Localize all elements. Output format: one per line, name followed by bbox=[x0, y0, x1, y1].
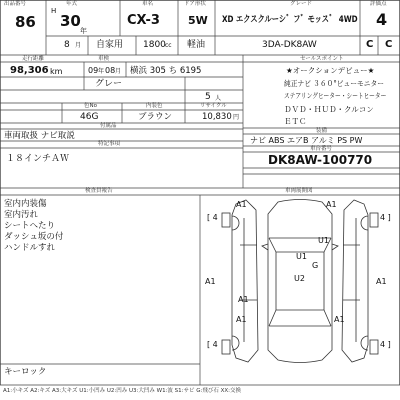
displacement-unit: cc bbox=[165, 42, 172, 49]
model-code: 3DA-DK8AW bbox=[262, 40, 317, 50]
seating-capacity-unit: 人 bbox=[215, 95, 222, 102]
interior-color: ブラウン bbox=[138, 112, 173, 122]
exterior-grade: C bbox=[385, 39, 393, 50]
damage-mark: G bbox=[312, 261, 319, 270]
score-label: 評価点 bbox=[370, 1, 387, 7]
tire-rear-right bbox=[370, 340, 378, 354]
accessories: 車両取扱 ナビ取説 bbox=[4, 131, 75, 141]
inspection-year: 09 bbox=[88, 66, 99, 75]
fuel-type: 軽油 bbox=[187, 40, 206, 50]
report-item: ハンドルすれ bbox=[4, 243, 56, 253]
recycle-fee: 10,830 bbox=[202, 112, 232, 122]
report-bottom-item: キーロック bbox=[4, 367, 47, 377]
car-name-label: 車名 bbox=[142, 1, 154, 7]
inspection-year-unit: 年 bbox=[98, 68, 105, 75]
damage-mark: U2 bbox=[294, 274, 305, 283]
damage-mark: U1 bbox=[318, 236, 329, 245]
damage-mark: A1 bbox=[236, 315, 247, 324]
displacement: 1800 bbox=[143, 40, 166, 50]
chassis-number: DK8AW-100770 bbox=[268, 153, 373, 167]
sales-point: ＤＶＤ・ＨＵＤ・クルコン bbox=[284, 105, 374, 114]
first-reg-month: 8 bbox=[64, 40, 70, 50]
door-label: ドア形状 bbox=[184, 1, 206, 7]
car-name: CX-3 bbox=[127, 13, 160, 28]
equipment-label: 装備 bbox=[316, 127, 328, 134]
lot-number: 86 bbox=[15, 13, 36, 31]
accessories-label: 付属品 bbox=[100, 122, 117, 129]
model-year-unit: 年 bbox=[80, 27, 87, 35]
damage-mark: A1 bbox=[236, 200, 247, 209]
overall-score: 4 bbox=[376, 10, 388, 29]
notes-label: 特記事項 bbox=[98, 140, 121, 147]
tire-front-left bbox=[222, 213, 230, 227]
equipment: ナビ ABS エアB アルミ PS PW bbox=[250, 136, 363, 145]
damage-mark: A1 bbox=[376, 277, 387, 286]
mileage-unit: km bbox=[50, 67, 63, 76]
report-item: 室内汚れ bbox=[4, 210, 39, 220]
report-item: 室内内装傷 bbox=[4, 199, 47, 209]
damage-mark: U1 bbox=[296, 252, 307, 261]
diagram-right-side-view bbox=[342, 200, 368, 362]
inspector-report-label: 検査員報告 bbox=[85, 188, 113, 194]
inspection-label: 車検 bbox=[98, 55, 110, 62]
tire-mark: [ 4 bbox=[207, 340, 218, 349]
tire-mark: 4 ] bbox=[380, 340, 391, 349]
tire-front-right bbox=[370, 213, 378, 227]
model-year: 30 bbox=[60, 12, 81, 30]
grade-label: グレード bbox=[290, 1, 313, 7]
usage: 自家用 bbox=[96, 40, 124, 50]
mileage-label: 走行距離 bbox=[22, 55, 45, 62]
seating-capacity: 5 bbox=[205, 92, 211, 102]
inspection-month-unit: 月 bbox=[115, 68, 122, 75]
era: H bbox=[51, 7, 57, 15]
damage-mark: A1 bbox=[238, 295, 249, 304]
tire-rear-left bbox=[222, 340, 230, 354]
notes: １８インチＡＷ bbox=[6, 154, 70, 164]
tire-mark: [ 4 bbox=[207, 213, 218, 222]
year-label: 年式 bbox=[66, 1, 78, 7]
grade: XD エクスクルーシ゛フ゛モッス゛ 4WD bbox=[222, 15, 358, 25]
damage-legend: A1:小キズ A2:キズ A3:大キズ U1:小凹み U2:凹み U3:大凹み W1:波 S1:サビ G:飛び石 XX:交換 bbox=[3, 388, 242, 394]
damage-mark: A1 bbox=[205, 277, 216, 286]
color-code: 46G bbox=[80, 112, 99, 122]
interior-grade: C bbox=[366, 39, 374, 50]
diagram-label: 車両展開図 bbox=[285, 188, 313, 194]
recycle-fee-unit: 円 bbox=[233, 114, 240, 121]
mirror-right bbox=[332, 244, 338, 250]
interior-color-label: 内装色 bbox=[146, 102, 163, 109]
sales-point: ＥＴＣ bbox=[284, 117, 307, 126]
diagram-left-side-view bbox=[232, 200, 258, 362]
license-plate: 横浜 305 ち 6195 bbox=[130, 66, 202, 76]
report-item: シートへたり bbox=[4, 221, 56, 231]
mileage: 98,306 bbox=[10, 65, 49, 76]
report-item: ダッシュ坂の付 bbox=[4, 232, 64, 242]
damage-mark: A1 bbox=[326, 200, 337, 209]
chassis-label: 車台番号 bbox=[310, 145, 333, 152]
tire-mark: 4 ] bbox=[380, 213, 391, 222]
color-code-label: 色No bbox=[84, 102, 97, 109]
lot-label: 出品番号 bbox=[4, 1, 27, 7]
door-type: 5W bbox=[188, 14, 208, 27]
sales-point: 純正ナビ ３６０°ビューモニター bbox=[284, 79, 385, 88]
first-reg-month-unit: 月 bbox=[75, 42, 82, 49]
mirror-left bbox=[262, 244, 268, 250]
sales-points-label: セールスポイント bbox=[300, 55, 344, 62]
exterior-color: グレー bbox=[95, 79, 123, 89]
damage-mark: A1 bbox=[334, 315, 345, 324]
sales-point: ★オークションデビュー★ bbox=[286, 66, 375, 75]
recycle-label: リサイクル bbox=[200, 102, 227, 109]
inspection-month: 08 bbox=[105, 66, 116, 75]
sales-point: ステアリングヒーター・シートヒーター bbox=[284, 92, 387, 100]
